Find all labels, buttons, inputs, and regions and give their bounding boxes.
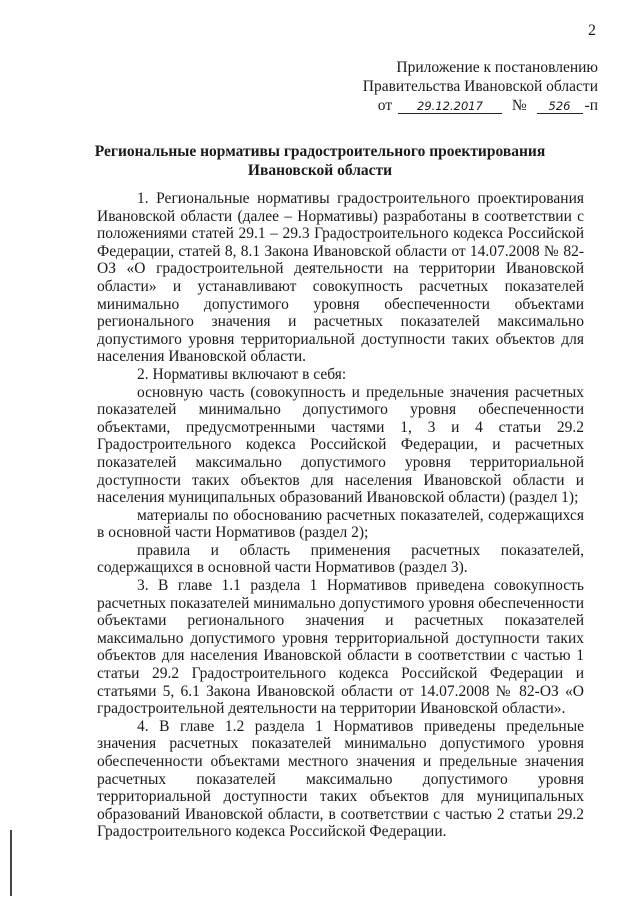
scan-margin-line (10, 830, 12, 896)
paragraph-3: 3. В главе 1.1 раздела 1 Нормативов приведена совокупность расчетных показателей минимально допустимого уровня обеспеченности объектами регионального значения и расчетных показателей максимально допустимого уровня территориальной доступности таких объектов для населения Ивановской области в соответствии с частью 1 статьи 29.2 Градостроительного кодекса Российской Федерации и статьями 5, 6.1 Закона Ивановской области от 14.07.2008 № 82-ОЗ «О градостроительной деятельности на территории Ивановской области». (97, 577, 584, 718)
paragraph-2-materials: материалы по обоснованию расчетных показателей, содержащихся в основной части Нормативов (раздел 2); (97, 506, 584, 542)
page-number: 2 (588, 22, 596, 39)
paragraph-2-main-part: основную часть (совокупность и предельные значения расчетных показателей минимально допустимого уровня обеспеченности объектами, предусмотренными частями 1, 3 и 4 статьи 29.2 Градостроительного кодекса Российской Федерации, и расчетных показателей максимально допустимого уровня территориальной доступности таких объектов для населения Ивановской области и населения муниципальных образований Ивановской области) (раздел 1); (97, 383, 584, 507)
appendix-reference (363, 96, 598, 115)
title-line-1: Региональные нормативы градостроительного проектирования (94, 143, 546, 160)
appendix-line-1: Приложение к постановлению (396, 59, 598, 76)
paragraph-2: 2. Нормативы включают в себя: (137, 365, 347, 383)
paragraph-2-rules: правила и область применения расчетных показателей, содержащихся в основной части Нормативов (раздел 3). (97, 541, 584, 577)
number-label: № (511, 97, 527, 114)
handwritten-number: 526 (537, 100, 583, 114)
number-suffix: -п (584, 97, 598, 114)
handwritten-date: 29.12.2017 (398, 100, 502, 114)
document-title (90, 142, 550, 180)
title-line-2: Ивановской области (247, 162, 393, 179)
ot-label: от (377, 97, 393, 114)
paragraph-1: 1. Региональные нормативы градостроительного проектирования Ивановской области (далее – Нормативы) разработаны в соответствии с положениями статей 29.1 – 29.3 Градостроительного кодекса Российской Федерации, статей 8, 8.1 Закона Ивановской области от 14.07.2008 № 82-ОЗ «О градостроительной деятельности на территории Ивановской области» и устанавливают совокупность расчетных показателей минимально допустимого уровня обеспеченности объектами регионального значения и расчетных показателей максимально допустимого уровня территориальной доступности таких объектов для населения Ивановской области. (97, 190, 584, 366)
document-body (97, 190, 584, 841)
paragraph-4: 4. В главе 1.2 раздела 1 Нормативов приведены предельные значения расчетных показателей минимально допустимого уровня обеспеченности объектами местного значения и предельные значения расчетных показателей максимально допустимого уровня территориальной доступности таких объектов для муниципальных образований Ивановской области, в соответствии с частью 2 статьи 29.2 Градостроительного кодекса Российской Федерации. (97, 717, 584, 841)
appendix-line-2: Правительства Ивановской области (362, 78, 598, 95)
appendix-header (363, 58, 598, 115)
